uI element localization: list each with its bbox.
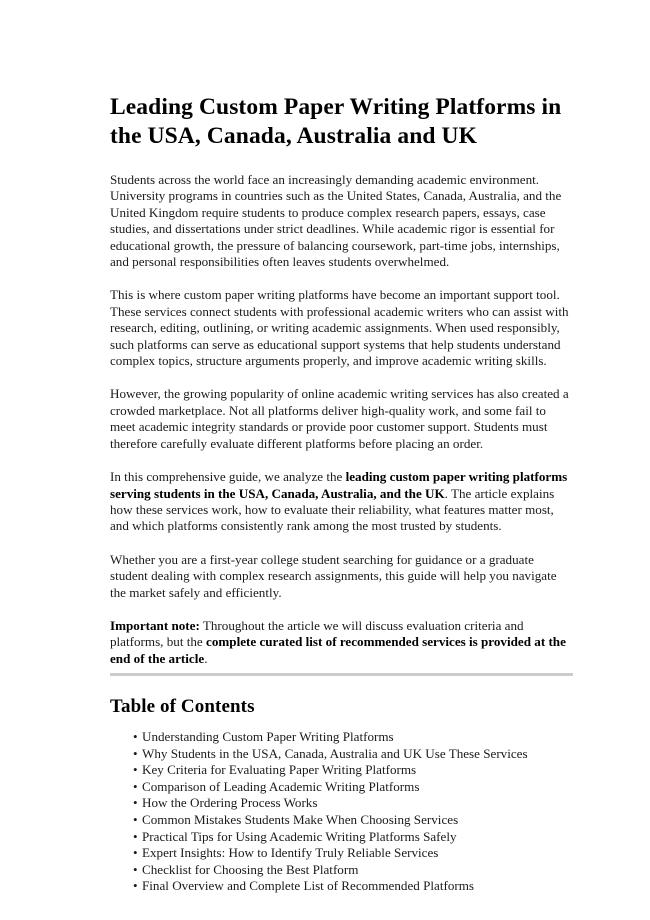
table-of-contents (110, 695, 573, 895)
list-item[interactable] (133, 845, 573, 862)
bullet-icon: • (133, 795, 138, 811)
list-item[interactable] (133, 729, 573, 746)
bullet-icon: • (133, 745, 138, 761)
toc-item-label: How the Ordering Process Works (142, 795, 318, 811)
bullet-icon: • (133, 811, 138, 827)
paragraph-guide-scope (110, 452, 573, 535)
body-text: Throughout the article we will discuss evaluation criteria and platforms, but the (110, 617, 524, 650)
list-item[interactable] (133, 795, 573, 812)
bullet-icon: • (133, 828, 138, 844)
bullet-icon: • (133, 861, 138, 877)
toc-item-label: Understanding Custom Paper Writing Platforms (142, 729, 394, 744)
body-text: However, the growing popularity of online academic writing services has also created a crowded marketplace. Not all platforms deliver high-quality work, and some fail to meet academic integrity standards or provide poor customer support. Students must therefore carefully evaluate different platforms before placing an order. (110, 386, 569, 451)
list-item[interactable] (133, 862, 573, 879)
paragraph-audience (110, 535, 573, 601)
emphasis-text: complete curated list of recommended services is provided at the end of the article (110, 634, 566, 666)
list-item[interactable] (133, 762, 573, 779)
toc-heading: Table of Contents (110, 696, 255, 717)
list-item[interactable] (133, 779, 573, 796)
toc-item-label: Comparison of Leading Academic Writing Platforms (142, 778, 420, 794)
emphasis-text: Important note: (110, 617, 200, 633)
toc-item-label: Checklist for Choosing the Best Platform (142, 861, 359, 877)
article-body (110, 0, 573, 667)
paragraph-crowded-marketplace (110, 369, 573, 452)
list-item[interactable] (133, 746, 573, 763)
toc-item-label: Why Students in the USA, Canada, Australia and UK Use These Services (142, 745, 528, 761)
toc-item-list (110, 729, 573, 895)
paragraph-support-tool (110, 270, 573, 369)
paragraph-intro (110, 151, 573, 270)
toc-item-label: Common Mistakes Students Make When Choosing Services (142, 811, 459, 827)
bullet-icon: • (133, 778, 138, 794)
page-title: Leading Custom Paper Writing Platforms in the USA, Canada, Australia and UK (110, 94, 562, 149)
paragraph-list (110, 151, 573, 667)
section-divider (110, 673, 573, 676)
bullet-icon: • (133, 762, 138, 778)
paragraph-important-note (110, 601, 573, 667)
body-text: Students across the world face an increasingly demanding academic environment. University programs in countries such as the United States, Canada, Australia, and the United Kingdom require students to produce complex research papers, essays, case studies, and dissertations under strict deadlines. While academic rigor is essential for educational growth, the pressure of balancing coursework, part-time jobs, internships, and personal responsibilities often leaves students overwhelmed. (110, 172, 562, 270)
toc-item-label: Expert Insights: How to Identify Truly Reliable Services (142, 845, 439, 861)
toc-item-label: Final Overview and Complete List of Recommended Platforms (142, 878, 475, 894)
bullet-icon: • (133, 729, 138, 744)
list-item[interactable] (133, 878, 573, 895)
body-text: . The article explains how these services work, how to evaluate their reliability, what features matter most, and which platforms consistently rank among the most trusted by students. (110, 485, 555, 534)
list-item[interactable] (133, 812, 573, 829)
bullet-icon: • (133, 845, 138, 861)
body-text: . (204, 650, 208, 666)
body-text: This is where custom paper writing platforms have become an important support tool. These services connect students with professional academic writers who can assist with research, editing, outlining, or writing academic assignments. When used responsibly, such platforms can serve as educational support systems that help students understand complex topics, structure arguments properly, and improve academic writing skills. (110, 287, 569, 369)
toc-item-label: Key Criteria for Evaluating Paper Writing Platforms (142, 762, 417, 778)
bullet-icon: • (133, 878, 138, 894)
body-text: In this comprehensive guide, we analyze the (110, 469, 346, 485)
toc-item-label: Practical Tips for Using Academic Writing Platforms Safely (142, 828, 457, 844)
body-text: Whether you are a first-year college student searching for guidance or a graduate student dealing with complex research assignments, this guide will help you navigate the market safely and efficiently. (110, 551, 557, 600)
emphasis-text: leading custom paper writing platforms serving students in the USA, Canada, Australia, and the UK (110, 469, 568, 501)
list-item[interactable] (133, 829, 573, 846)
